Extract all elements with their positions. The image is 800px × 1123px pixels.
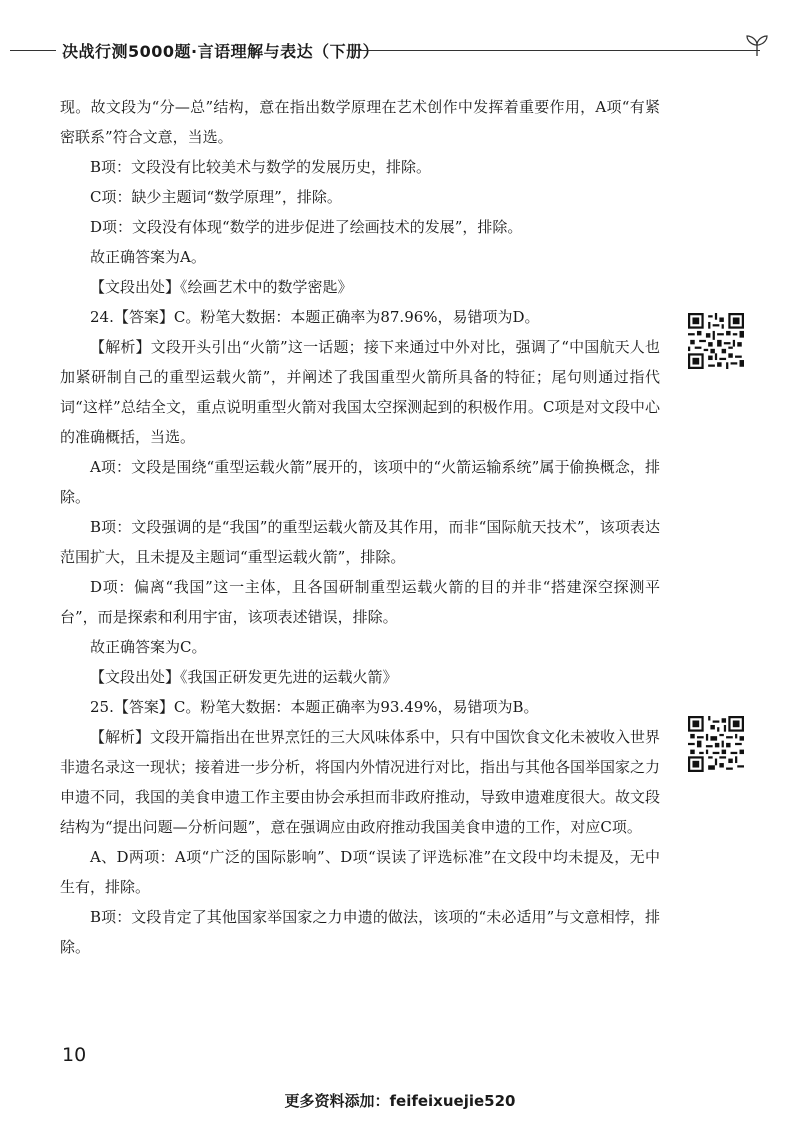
paragraph: A项：文段是围绕“重型运载火箭”展开的，该项中的“火箭运输系统”属于偷换概念，排除。 bbox=[60, 458, 660, 506]
paragraph: B项：文段肯定了其他国家举国家之力申遗的做法，该项的“未必适用”与文意相悖，排除。 bbox=[60, 908, 660, 956]
header-rule-left bbox=[10, 50, 56, 51]
footer-note: 更多资料添加：feifeixuejie520 bbox=[284, 1092, 516, 1110]
qr-code-icon[interactable] bbox=[688, 313, 744, 369]
header-rule-right bbox=[352, 50, 760, 51]
analysis-24: 【解析】文段开头引出“火箭”这一话题；接下来通过中外对比，强调了“中国航天人也加紧研制自己的重型运载火箭”，并阐述了我国重型火箭所具备的特征；尾句则通过指代词“这样”总结全文，重点说明重型火箭对我国太空探测起到的积极作用。C项是对文段中心的准确概括，当选。 bbox=[60, 338, 660, 446]
header-title: 决战行测5000题·言语理解与表达（下册） bbox=[62, 42, 380, 61]
paragraph: D项：偏离“我国”这一主体，且各国研制重型运载火箭的目的并非“搭建深空探测平台”，而是探索和利用宇宙，该项表述错误，排除。 bbox=[60, 578, 660, 626]
paragraph: 故正确答案为C。 bbox=[90, 638, 207, 656]
answer-25: 25.【答案】C。粉笔大数据：本题正确率为93.49%，易错项为B。 bbox=[90, 698, 539, 716]
paragraph: B项：文段强调的是“我国”的重型运载火箭及其作用，而非“国际航天技术”，该项表达范围扩大，且未提及主题词“重型运载火箭”，排除。 bbox=[60, 518, 660, 566]
sprout-icon bbox=[744, 32, 770, 58]
answer-body bbox=[60, 92, 660, 962]
paragraph: D项：文段没有体现“数学的进步促进了绘画技术的发展”，排除。 bbox=[90, 218, 523, 236]
source-note: 【文段出处】《绘画艺术中的数学密匙》 bbox=[90, 278, 353, 296]
paragraph: C项：缺少主题词“数学原理”，排除。 bbox=[90, 188, 342, 206]
answer-24: 24.【答案】C。粉笔大数据：本题正确率为87.96%，易错项为D。 bbox=[90, 308, 540, 326]
paragraph: A、D两项：A项“广泛的国际影响”、D项“误读了评选标准”在文段中均未提及，无中生有，排除。 bbox=[60, 848, 660, 896]
paragraph: B项：文段没有比较美术与数学的发展历史，排除。 bbox=[90, 158, 432, 176]
page-number: 10 bbox=[62, 1044, 87, 1066]
paragraph: 现。故文段为“分—总”结构，意在指出数学原理在艺术创作中发挥着重要作用，A项“有紧密联系”符合文意，当选。 bbox=[60, 98, 660, 146]
source-note: 【文段出处】《我国正研发更先进的运载火箭》 bbox=[90, 668, 398, 686]
analysis-25: 【解析】文段开篇指出在世界烹饪的三大风味体系中，只有中国饮食文化未被收入世界非遗名录这一现状；接着进一步分析，将国内外情况进行对比，指出与其他各国举国家之力申遗不同，我国的美食申遗工作主要由协会承担而非政府推动，导致申遗难度很大。故文段结构为“提出问题—分析问题”，意在强调应由政府推动我国美食申遗的工作，对应C项。 bbox=[60, 728, 661, 836]
qr-code-icon[interactable] bbox=[688, 716, 744, 772]
paragraph: 故正确答案为A。 bbox=[90, 248, 206, 266]
running-header bbox=[0, 36, 800, 66]
